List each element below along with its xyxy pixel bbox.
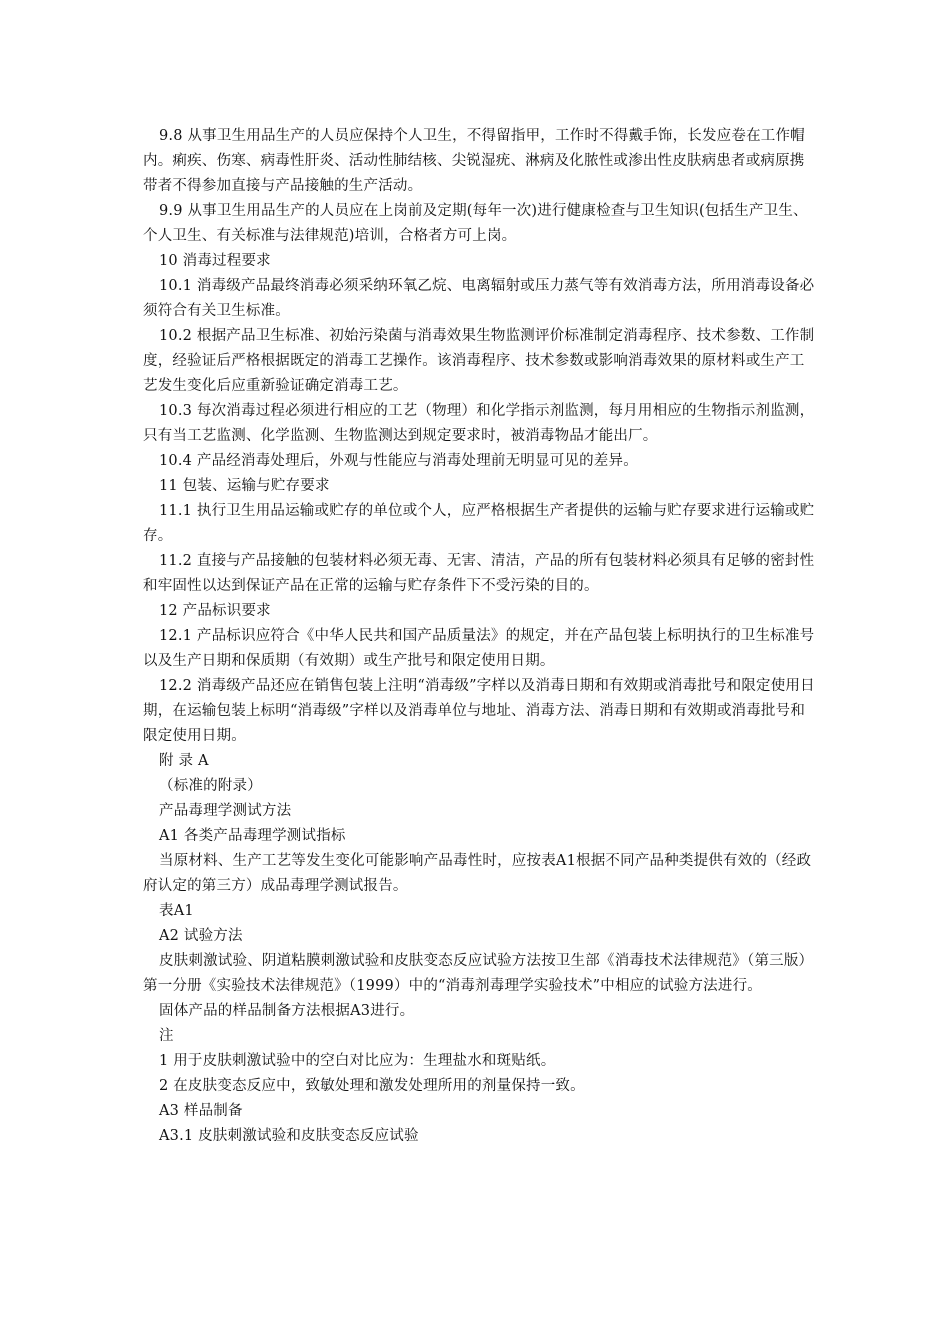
paragraph-10-1: 10.1 消毒级产品最终消毒必须采纳环氧乙烷、电离辐射或压力蒸气等有效消毒方法，所用消毒设备必须符合有关卫生标准。 bbox=[143, 278, 815, 319]
section-heading-a3-1: A3.1 皮肤刺激试验和皮肤变态反应试验 bbox=[159, 1128, 419, 1144]
paragraph-a1-body: 当原材料、生产工艺等发生变化可能影响产品毒性时，应按表A1根据不同产品种类提供有效的（经政府认定的第三方）成品毒理学测试报告。 bbox=[143, 853, 812, 894]
paragraph-9-8: 9.8 从事卫生用品生产的人员应保持个人卫生，不得留指甲，工作时不得戴手饰，长发应卷在工作帽内。痢疾、伤寒、病毒性肝炎、活动性肺结核、尖锐湿疣、淋病及化脓性或渗出性皮肤病患者或病原携带者不得参加直接与产品接触的生产活动。 bbox=[143, 128, 805, 194]
paragraph-11-1: 11.1 执行卫生用品运输或贮存的单位或个人，应严格根据生产者提供的运输与贮存要求进行运输或贮存。 bbox=[143, 503, 815, 544]
section-heading-10: 10 消毒过程要求 bbox=[159, 253, 271, 269]
appendix-subtitle: （标准的附录） bbox=[159, 778, 262, 794]
paragraph-a2-body: 皮肤刺激试验、阴道粘膜刺激试验和皮肤变态反应试验方法按卫生部《消毒技术法律规范》（第三版）第一分册《实验技术法律规范》（1999）中的“消毒剂毒理学实验技术”中相应的试验方法进行。 bbox=[143, 953, 814, 994]
section-heading-a1: A1 各类产品毒理学测试指标 bbox=[159, 828, 346, 844]
table-a1-label: 表A1 bbox=[159, 903, 194, 919]
paragraph-12-1: 12.1 产品标识应符合《中华人民共和国产品质量法》的规定，并在产品包装上标明执行的卫生标准号以及生产日期和保质期（有效期）或生产批号和限定使用日期。 bbox=[143, 628, 815, 669]
paragraph-11-2: 11.2 直接与产品接触的包装材料必须无毒、无害、清洁，产品的所有包装材料必须具有足够的密封性和牢固性以达到保证产品在正常的运输与贮存条件下不受污染的目的。 bbox=[143, 553, 815, 594]
paragraph-a2-solid: 固体产品的样品制备方法根据A3进行。 bbox=[159, 1003, 415, 1019]
document-body bbox=[143, 124, 815, 1149]
paragraph-10-3: 10.3 每次消毒过程必须进行相应的工艺（物理）和化学指示剂监测，每月用相应的生物指示剂监测，只有当工艺监测、化学监测、生物监测达到规定要求时，被消毒物品才能出厂。 bbox=[143, 403, 815, 444]
section-heading-a2: A2 试验方法 bbox=[159, 928, 243, 944]
paragraph-10-2: 10.2 根据产品卫生标准、初始污染菌与消毒效果生物监测评价标准制定消毒程序、技术参数、工作制度，经验证后严格根据既定的消毒工艺操作。该消毒程序、技术参数或影响消毒效果的原材料或生产工艺发生变化后应重新验证确定消毒工艺。 bbox=[143, 328, 815, 394]
paragraph-9-9: 9.9 从事卫生用品生产的人员应在上岗前及定期(每年一次)进行健康检查与卫生知识(包括生产卫生、个人卫生、有关标准与法律规范)培训，合格者方可上岗。 bbox=[143, 203, 808, 244]
note-1: 1 用于皮肤刺激试验中的空白对比应为：生理盐水和斑贴纸。 bbox=[159, 1053, 556, 1069]
appendix-title: 产品毒理学测试方法 bbox=[159, 803, 292, 819]
section-heading-12: 12 产品标识要求 bbox=[159, 603, 271, 619]
note-2: 2 在皮肤变态反应中，致敏处理和激发处理所用的剂量保持一致。 bbox=[159, 1078, 585, 1094]
section-heading-11: 11 包装、运输与贮存要求 bbox=[159, 478, 330, 494]
paragraph-12-2: 12.2 消毒级产品还应在销售包装上注明“消毒级”字样以及消毒日期和有效期或消毒批号和限定使用日期，在运输包装上标明“消毒级”字样以及消毒单位与地址、消毒方法、消毒日期和有效期或消毒批号和限定使用日期。 bbox=[143, 678, 815, 744]
note-heading: 注 bbox=[159, 1028, 174, 1044]
paragraph-10-4: 10.4 产品经消毒处理后，外观与性能应与消毒处理前无明显可见的差异。 bbox=[159, 453, 638, 469]
section-heading-a3: A3 样品制备 bbox=[159, 1103, 243, 1119]
appendix-heading: 附 录 A bbox=[159, 753, 209, 769]
